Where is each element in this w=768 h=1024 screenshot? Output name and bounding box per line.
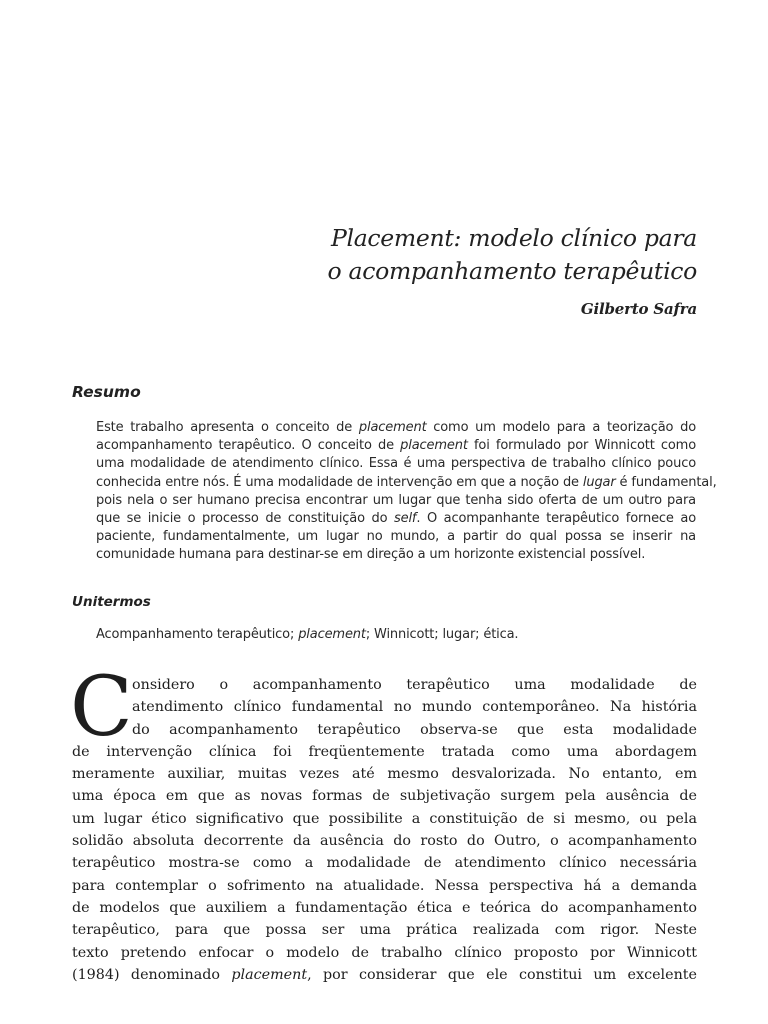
resumo-heading: Resumo [72,383,141,401]
unitermos-heading: Unitermos [72,594,151,610]
abstract-line: conhecida entre nós. É uma modalidade de intervenção em que a noção de lugar é fundamental, [96,474,717,490]
keywords-text: Acompanhamento terapêutico; placement; Winnicott; lugar; ética. [96,627,519,642]
body-line: terapêutico, para que possa ser uma prática realizada com rigor. Neste [72,922,697,939]
drop-cap: C [70,660,133,755]
body-line: para contemplar o sofrimento na atualidade. Nessa perspectiva há a demanda [72,877,697,894]
abstract-line: pois nela o ser humano precisa encontrar um lugar que tenha sido oferta de um outro para [96,492,696,508]
body-line: meramente auxiliar, muitas vezes até mesmo desvalorizada. No entanto, em [72,766,697,783]
body-line: onsidero o acompanhamento terapêutico uma modalidade de [132,677,697,693]
body-line: do acompanhamento terapêutico observa-se que esta modalidade [132,721,697,738]
body-line: atendimento clínico fundamental no mundo contemporâneo. Na história [132,699,697,716]
author-name: Gilberto Safra [580,300,697,318]
abstract-line: que se inicie o processo de constituição do self. O acompanhante terapêutico fornece ao [96,511,696,527]
body-line: de modelos que auxiliem a fundamentação ética e teórica do acompanhamento [72,899,697,916]
abstract-text [96,419,717,565]
body-line: de intervenção clínica foi freqüentemente tratada como uma abordagem [72,743,697,760]
body-line: solidão absoluta decorrente da ausência do rosto do Outro, o acompanhamento [72,833,697,850]
abstract-line: acompanhamento terapêutico. O conceito de placement foi formulado por Winnicott como [96,438,696,454]
body-line: uma época em que as novas formas de subjetivação surgem pela ausência de [72,788,697,805]
body-line: texto pretendo enfocar o modelo de trabalho clínico proposto por Winnicott [72,944,697,961]
abstract-line: uma modalidade de atendimento clínico. Essa é uma perspectiva de trabalho clínico pouco [96,456,696,472]
abstract-line: Este trabalho apresenta o conceito de placement como um modelo para a teorização do [96,420,696,435]
body-line: (1984) denominado placement, por considerar que ele constitui um excelente [72,966,697,983]
body-line: um lugar ético significativo que possibilite a constituição de si mesmo, ou pela [72,810,697,827]
body-line: terapêutico mostra-se como a modalidade de atendimento clínico necessária [72,855,697,872]
abstract-line: paciente, fundamentalmente, um lugar no mundo, a partir do qual possa se inserir na [96,529,696,545]
article-title [328,222,698,288]
title-line-2: o acompanhamento terapêutico [327,257,697,285]
abstract-line: comunidade humana para destinar-se em direção a um horizonte existencial possível. [96,547,646,563]
title-line-1: Placement: modelo clínico para [330,224,697,252]
body-paragraph [72,674,697,986]
